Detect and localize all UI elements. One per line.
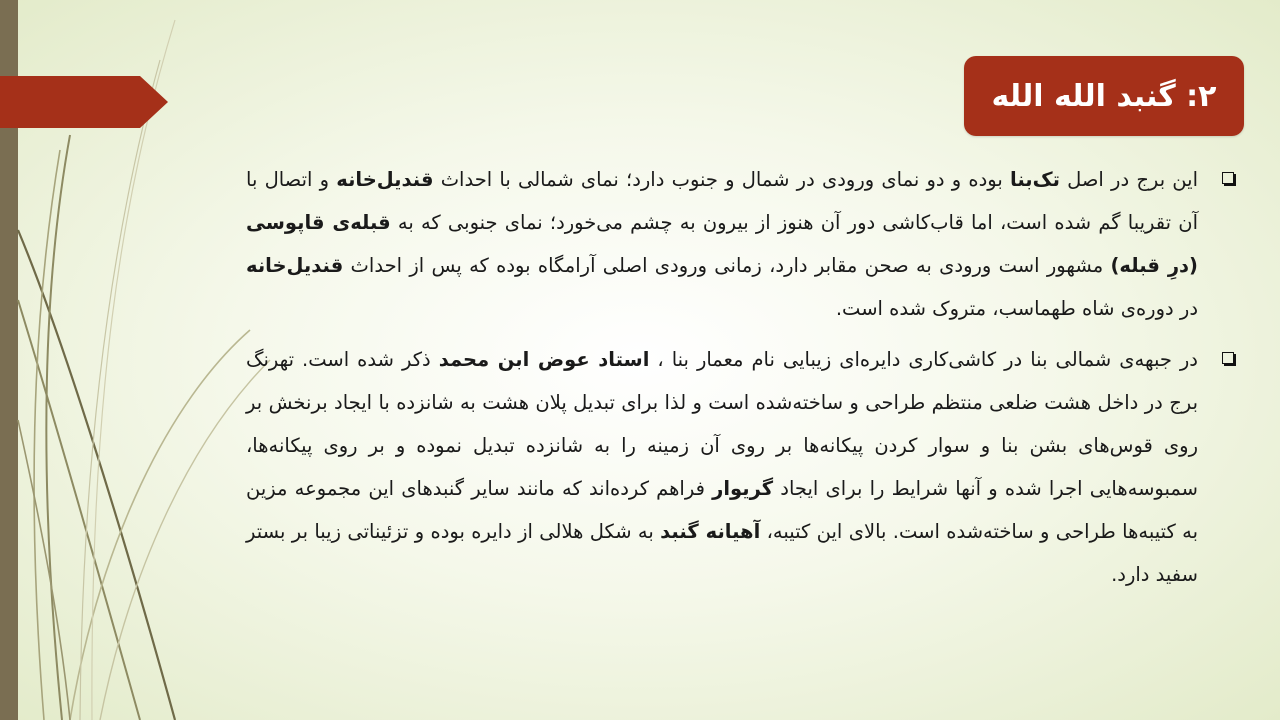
bold-term: آهیانه گنبد xyxy=(660,520,761,543)
square-bullet-icon xyxy=(1222,172,1234,184)
bold-term: قندیل‌خانه xyxy=(336,168,434,191)
text-segment: فراهم کرده‌اند که مانند سایر گنبدهای این مجموعه مزین به کتیبه‌ها طراحی و ساخته‌شده است. بالای این کتیبه، xyxy=(246,477,1199,543)
paragraph-2 xyxy=(246,338,1240,596)
text-segment: در دوره‌ی شاه طهماسب، متروک شده است. xyxy=(835,297,1198,320)
title-box xyxy=(964,56,1244,136)
paragraph-1 xyxy=(246,158,1240,330)
paragraph-1-text xyxy=(246,168,1198,320)
paragraph-2-text xyxy=(246,348,1198,586)
bold-term: قبله‌ی قاپوسی (درِ قبله) xyxy=(246,211,1198,277)
text-segment: در جبهه‌ی شمالی بنا در کاشی‌کاری دایره‌ای زیبایی نام معمار بنا ، xyxy=(649,348,1198,371)
bold-term: تک‌بنا xyxy=(1010,168,1060,191)
text-segment: و اتصال با آن تقریبا گم شده است، اما قاب‌کاشی دور آن هنوز از بیرون به چشم می‌خورد؛ نمای جنوبی که به xyxy=(246,168,1199,234)
text-segment: به شکل هلالی از دایره بوده و تزئیناتی زیبا بر بستر سفید دارد. xyxy=(246,520,1198,586)
arrow-tab-shape xyxy=(0,76,168,128)
text-segment: مشهور است ورودی به صحن مقابر دارد، زمانی ورودی اصلی آرامگاه بوده که پس از احداث xyxy=(343,254,1111,277)
slide-title: ۲: گنبد الله الله xyxy=(991,78,1217,114)
bold-term: استاد عوض ابن محمد xyxy=(438,348,650,371)
slide-content xyxy=(246,158,1240,604)
text-segment: این برج در اصل xyxy=(1059,168,1199,191)
bold-term: قندیل‌خانه xyxy=(246,254,344,277)
square-bullet-icon xyxy=(1222,352,1234,364)
text-segment: بوده و دو نمای ورودی در شمال و جنوب دارد؛ نمای شمالی با احداث xyxy=(433,168,1010,191)
text-segment: ذکر شده است. تهرنگ برج در داخل هشت ضلعی منتظم طراحی و ساخته‌شده است و لذا برای تبدیل پلان هشت به شانزده با ایجاد برنخش بر روی قوس‌های بشن بنا و سوار کردن پیکانه‌ها بر روی آن زمینه را به شانزده تبدیل نموده و بر روی پیکانه‌ها، سمبوسه‌هایی اجرا شده و آنها شرایط را برای ایجاد xyxy=(246,348,1198,500)
bold-term: گریوار xyxy=(712,477,774,500)
